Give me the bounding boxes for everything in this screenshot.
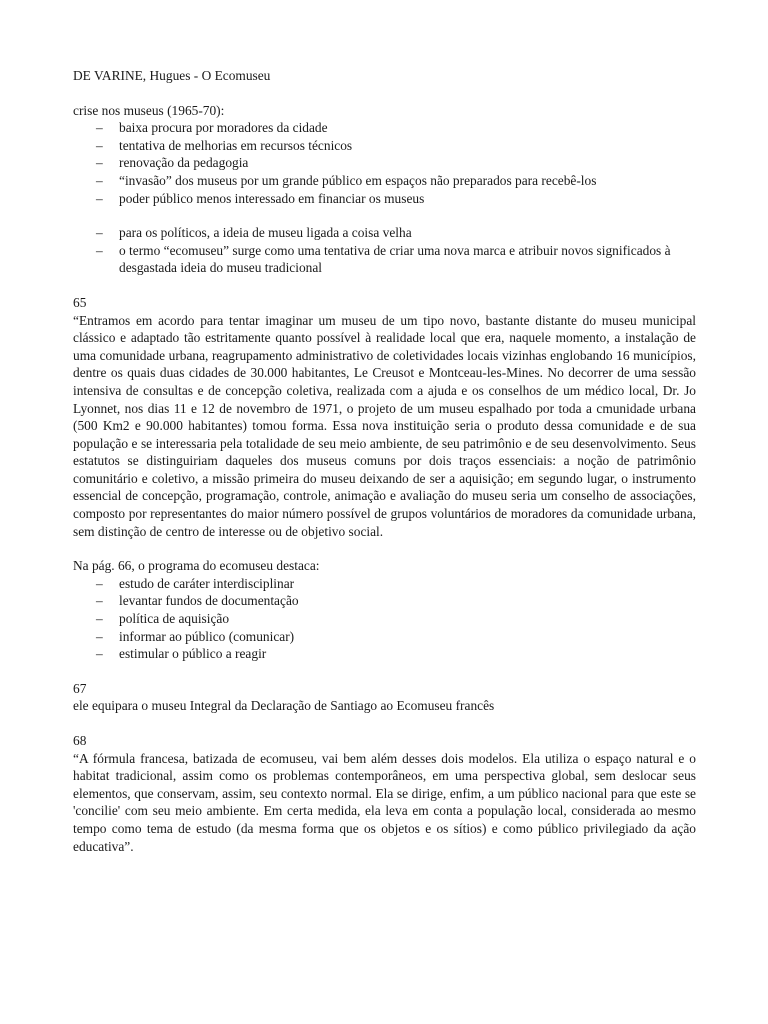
list-item: – levantar fundos de documentação (96, 593, 299, 609)
list-item: – estudo de caráter interdisciplinar (96, 575, 295, 591)
list-item: – poder público menos interessado em financiar os museus (96, 190, 425, 206)
list-item: – o termo “ecomuseu” surge como uma tentativa de criar uma nova marca e atribuir novos significados à desgastada ideia do museu tradicional (96, 242, 671, 276)
programa-list (73, 575, 696, 663)
list-dash: – (96, 225, 103, 241)
list-item: – baixa procura por moradores da cidade (96, 120, 328, 136)
page-number: 65 (73, 294, 87, 310)
p66-heading: Na pág. 66, o programa do ecomuseu destaca: (73, 558, 320, 574)
list-dash: – (96, 190, 103, 206)
list-dash: – (96, 646, 103, 662)
page-number: 67 (73, 680, 87, 696)
quote-text: “Entramos em acordo para tentar imaginar um museu de um tipo novo, bastante distante do museu municipal clássico e adaptado tão estritamente quanto possível à realidade local que era, naquele momento, a instalação de uma comunidade urbana, reagrupamento administrativo de coletividades locais vizinhas englobando 16 municípios, dentre os quais duas cidades de 30.000 habitantes, Le Creusot e Montceau-les-Mines. No decorrer de uma sessão intensiva de consultas e de concepção coletiva, realizada com a ajuda e os conselhos de um médico local, Dr. Jo Lyonnet, nos dias 11 e 12 de novembro de 1971, o projeto de um museu espalhado por toda a cmunidade urbana (500 Km2 e 90.000 habitantes) tomou forma. Essa nova instituição seria o produto dessa comunidade e de sua população e se interessaria pela totalidade de seu meio ambiente, de seu patrimônio e de seu desenvolvimento. Seus estatutos se distinguiriam daqueles dos museus comuns por dois traços essenciais: a noção de patrimônio comunitário e coletivo, a missão primeira do museu deixando de ser a aquisição; em segundo lugar, o instrumento essencial de concepção, programação, controle, animação e avaliação do museu seria um conselho de associações, composto por representantes do maior número possível de grupos voluntários de moradores da comunidade urbana, sem distinção de centro de interesse ou de objetivo social. (73, 312, 696, 539)
section-text: ele equipara o museu Integral da Declaração de Santiago ao Ecomuseu francês (73, 698, 495, 714)
list-item: – tentativa de melhorias em recursos técnicos (96, 137, 353, 153)
section-68 (73, 732, 696, 855)
list-item: – para os políticos, a ideia de museu ligada a coisa velha (96, 225, 412, 241)
list-dash: – (96, 242, 103, 258)
list-dash: – (96, 137, 103, 153)
list-dash: – (96, 155, 103, 171)
list-dash: – (96, 120, 103, 136)
list-dash: – (96, 575, 103, 591)
list-item: – renovação da pedagogia (96, 155, 249, 171)
list-item: – informar ao público (comunicar) (96, 628, 295, 644)
list-dash: – (96, 593, 103, 609)
document-title: DE VARINE, Hugues - O Ecomuseu (73, 68, 271, 83)
list-dash: – (96, 628, 103, 644)
crise-heading: crise nos museus (1965-70): (73, 102, 225, 118)
quote-text: “A fórmula francesa, batizada de ecomuseu, vai bem além desses dois modelos. Ela utiliza o espaço natural e o habitat tradicional, assim como os problemas contemporâneos, em uma perspectiva global, sem deslocar seus elementos, que conservam, assim, seu contexto normal. Ela se dirige, enfim, a um público nacional para que este se 'concilie' com seu meio ambiente. Em certa medida, ela leva em conta a população local, considerada ao mesmo tempo como tema de estudo (da mesma forma que os objetos e os sítios) e como público privilegiado da ação educativa”. (73, 750, 696, 854)
termo-list (73, 224, 696, 277)
section-65 (73, 294, 696, 540)
list-item: – “invasão” dos museus por um grande público em espaços não preparados para recebê-los (96, 172, 597, 188)
page-number: 68 (73, 733, 87, 748)
list-item: – estimular o público a reagir (96, 646, 267, 662)
list-dash: – (96, 172, 103, 188)
section-67 (73, 680, 696, 715)
list-dash: – (96, 611, 103, 627)
list-item: – política de aquisição (96, 611, 230, 627)
crise-list (73, 119, 696, 207)
